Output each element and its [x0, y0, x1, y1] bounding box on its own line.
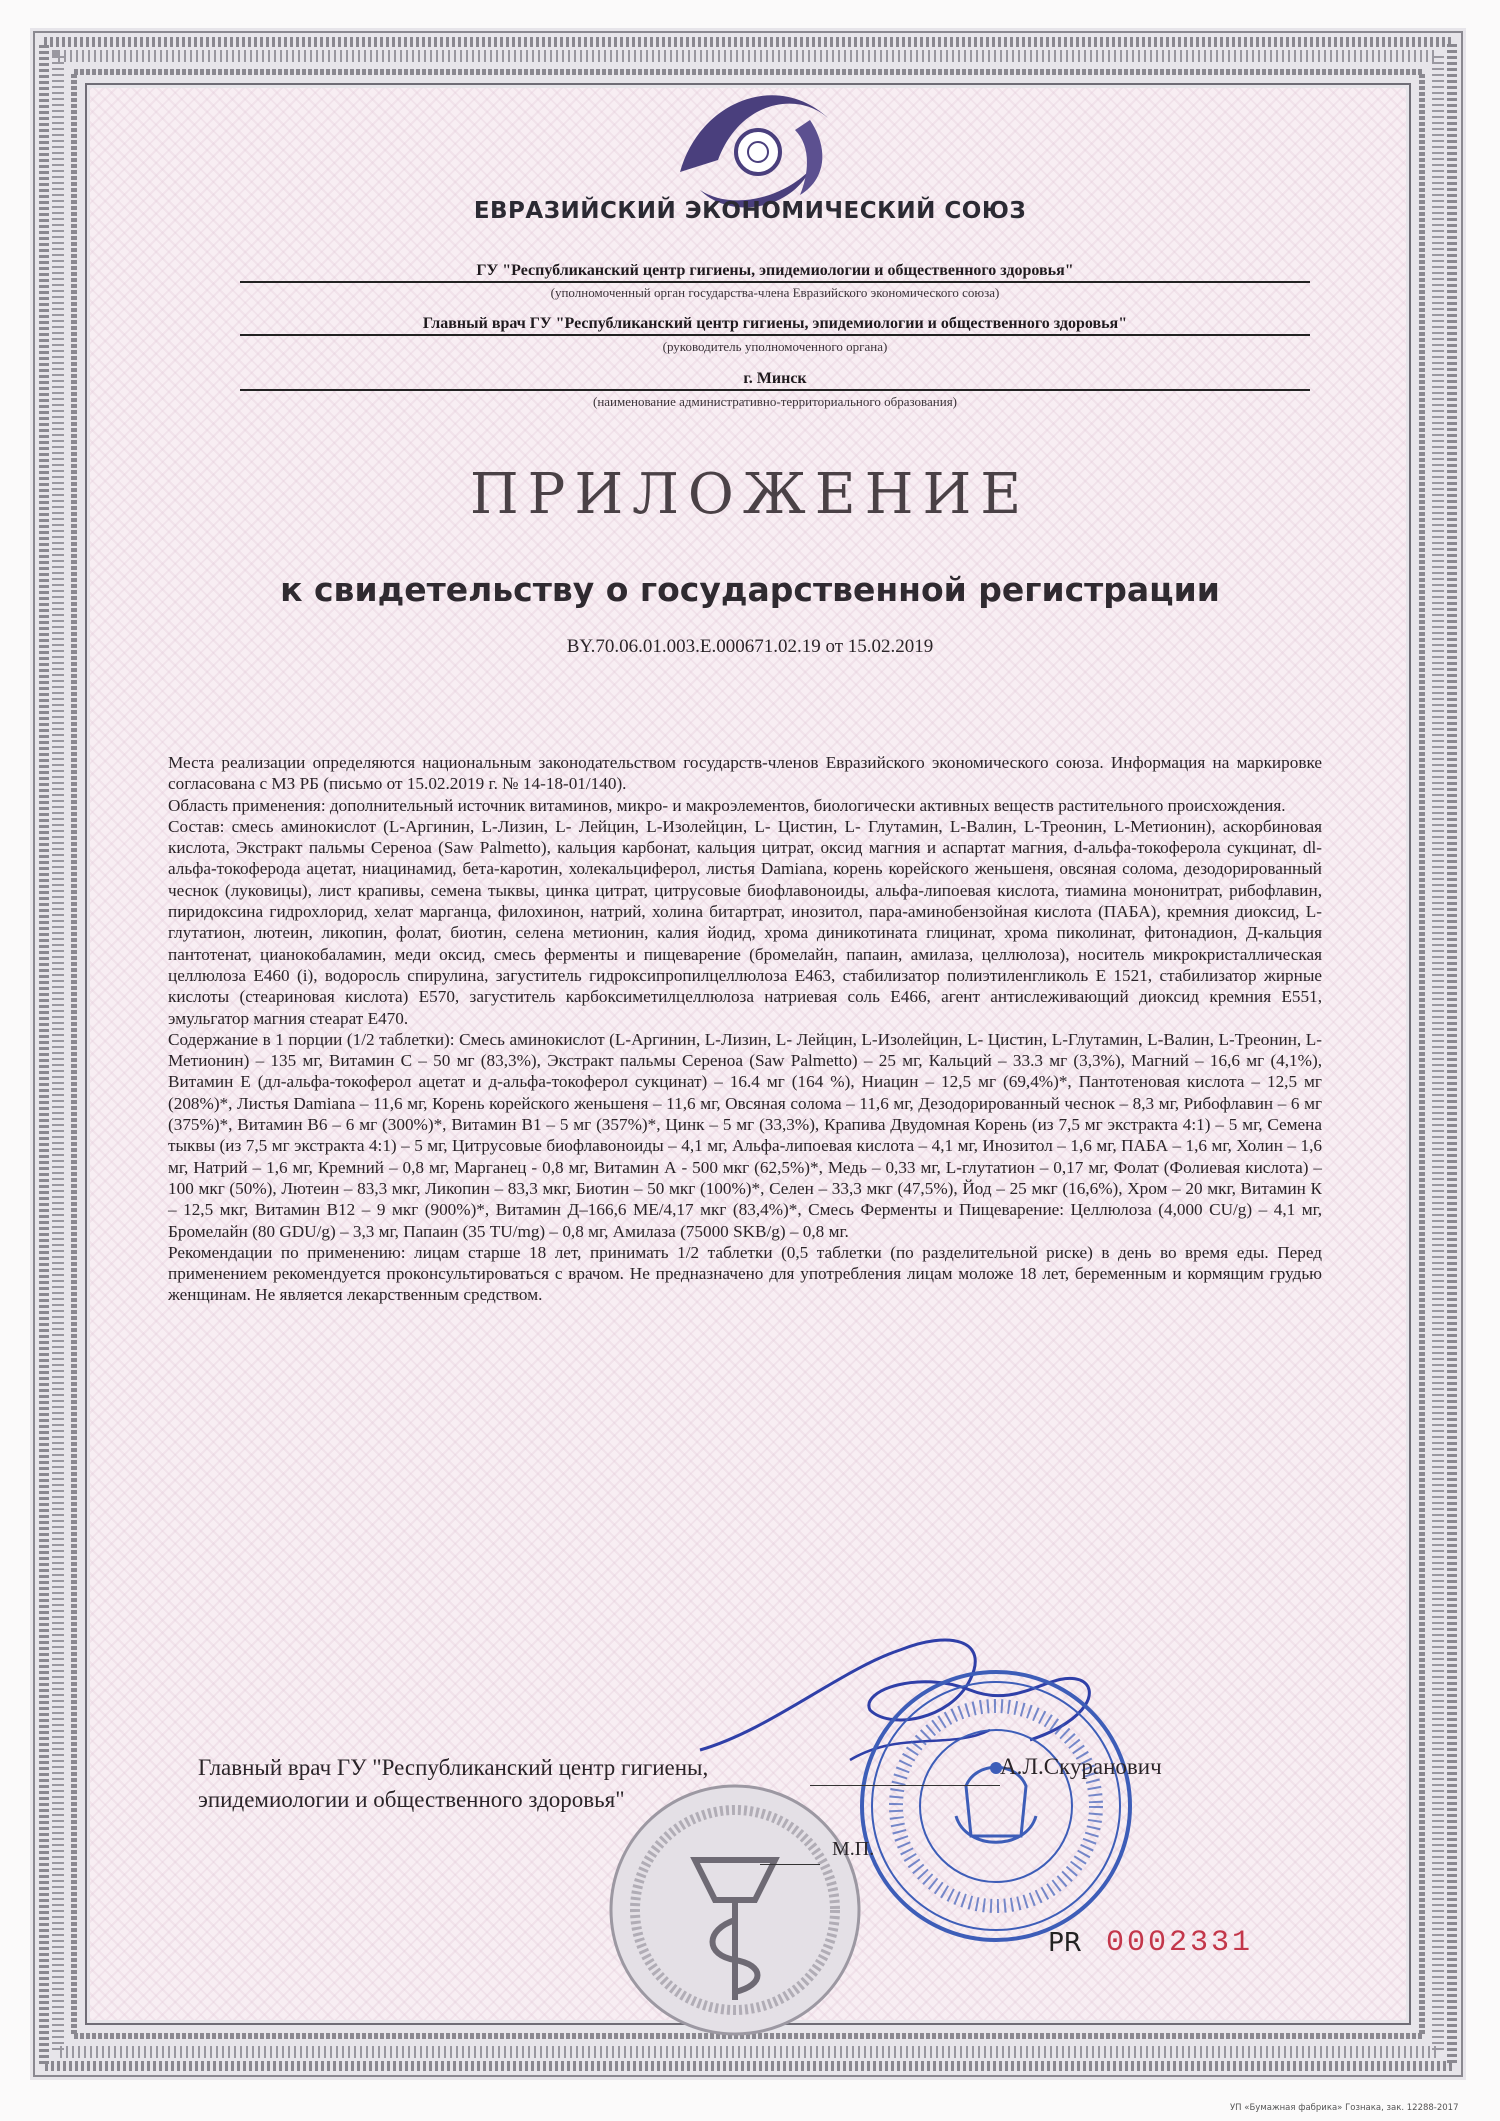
body-paragraph-composition: Состав: смесь аминокислот (L-Аргинин, L-Лизин, L- Лейцин, L-Изолейцин, L- Цистин, L- Глутамин, L-Валин, L-Треонин, L-Метионин), аскорбиновая кислота, Экстракт пальмы Сереноа (Saw Palmetto), кальция карбонат, кальция цитрат, оксид магния и аспартат магния, d-альфа-токоферола сукцинат, dl-альфа-токоферода ацетат, ниацинамид, бета-каротин, холекальциферол, листья Damiana, корень корейского женьшеня, овсяная солома, дезодорированный чеснок (луковицы), лист крапивы, семена тыквы, цинка цитрат, цитрусовые биофлавоноиды, альфа-липоевая кислота, тиамина мононитрат, рибофлавин, пиридоксина гидрохлорид, хелат марганца, филохинон, натрий, холина битартрат, инозитол, пара-аминобензойная кислота (ПАБА), кремния диоксид, L-глутатион, лютеин, ликопин, фолат, биотин, селена метионин, калия йодид, хрома диникотината глицинат, хрома пиколинат, фитонадион, Д-кальция пантотенат, цианокобаламин, меди оксид, смесь ферменты и пищеварение (бромелайн, папаин, амилаза, целлюлоза), носитель микрокристаллическая целлюлоза Е460 (i), водоросль спирулина, загуститель гидроксипропилцеллюлоза Е463, стабилизатор полиэтиленгликоль Е 1521, стабилизатор жирные кислоты (стеариновая кислота) Е570, загуститель карбоксиметилцеллюлоза натриевая соль Е466, агент антислеживающий диоксид кремния Е551, эмульгатор магния стеарат Е470.	[168, 816, 1322, 1028]
authority-city: г. Минск	[240, 370, 1310, 391]
authority-head-hint: (руководитель уполномоченного органа)	[662, 339, 888, 354]
body-paragraph-content: Содержание в 1 порции (1/2 таблетки): Смесь аминокислот (L-Аргинин, L-Лизин, L- Лейцин, L-Изолейцин, L- Цистин, L-Глутамин, L-Валин, L-Треонин, L-Метионин) – 135 мг, Витамин С – 50 мг (83,3%), Экстракт пальмы Сереноа (Saw Palmetto) – 25 мг, Кальций – 33.3 мг (3,3%), Магний – 16,6 мг (4,1%), Витамин Е (дл-альфа-токоферол ацетат и д-альфа-токоферол сукцинат) – 16.4 мг (164 %), Ниацин – 12,5 мг (69,4%)*, Пантотеновая кислота – 12,5 мг (208%)*, Листья Damiana – 11,6 мг, Корень корейского женьшеня – 11,6 мг, Овсяная солома – 11,6 мг, Дезодорированный чеснок – 8,3 мг, Рибофлавин – 6 мг (375%)*, Витамин В6 – 6 мг (300%)*, Витамин В1 – 5 мг (357%)*, Цинк – 5 мг (33,3%), Крапива Двудомная Корень (из 7,5 мг экстракта 4:1) – 5 мг, Семена тыквы (из 7,5 мг экстракта 4:1) – 5 мг, Цитрусовые биофлавоноиды – 4,1 мг, Альфа-липоевая кислота – 4,1 мг, Инозитол – 1,6 мг, ПАБА – 1,6 мг, Холин – 1,6 мг, Натрий – 1,6 мг, Кремний – 0,8 мг, Марганец - 0,8 мг, Витамин А - 500 мкг (62,5%)*, Медь – 0,33 мг, L-глутатион – 0,17 мг, Фолат (Фолиевая кислота) – 100 мкг (50%), Лютеин – 83,3 мкг, Ликопин – 83,3 мкг, Биотин – 50 мкг (100%)*, Селен – 33,3 мкг (47,5%), Йод – 25 мкг (16,6%), Хром – 20 мкг, Витамин К – 12,5 мкг, Витамин В12 – 9 мкг (900%)*, Витамин Д–166,6 МЕ/4,17 мкг (83,4%)*, Смесь Ферменты и Пищеварение: Целлюлоза (4,000 CU/g) – 4,1 мг, Бромелайн (80 GDU/g) – 3,3 мг, Папаин (35 TU/mg) – 0,8 мг, Амилаза (75000 SKB/g) – 0,8 мг.	[168, 1029, 1322, 1241]
authority-organ-hint: (уполномоченный орган государства-члена Евразийского экономического союза)	[550, 285, 1000, 300]
printer-note: УП «Бумажная фабрика» Гознака, зак. 12288-2017	[1230, 2103, 1459, 2113]
union-name: ЕВРАЗИЙСКИЙ ЭКОНОМИЧЕСКИЙ СОЮЗ	[473, 198, 1027, 224]
signer-title: Главный врач ГУ "Республиканский центр гигиены, эпидемиологии и общественного здоровья"	[198, 1755, 709, 1812]
signature-line	[810, 1785, 1000, 1786]
serial-prefix: PR	[1048, 1928, 1082, 1958]
stamp-place-label: М.П.	[832, 1838, 875, 1860]
document-body	[168, 752, 1322, 1306]
official-seal-icon	[856, 1666, 1136, 1946]
body-paragraph-sales: Места реализации определяются национальным законодательством государств-членов Евразийского экономического союза. Информация на маркировке согласована с МЗ РБ (письмо от 15.02.2019 г. № 14-18-01/140).	[168, 753, 1322, 794]
document-title: ПРИЛОЖЕНИЕ	[469, 462, 1031, 527]
authority-head: Главный врач ГУ "Республиканский центр гигиены, эпидемиологии и общественного здоровья"	[240, 315, 1310, 336]
signer-name: А.Л.Скуранович	[1000, 1754, 1162, 1779]
body-paragraph-scope: Область применения: дополнительный источник витаминов, микро- и макроэлементов, биологически активных веществ растительного происхождения.	[168, 795, 1286, 815]
serial-number: 0002331	[1106, 1926, 1254, 1960]
authority-organ: ГУ "Республиканский центр гигиены, эпидемиологии и общественного здоровья"	[240, 262, 1310, 283]
registration-number: BY.70.06.01.003.E.000671.02.19 от 15.02.2019	[566, 636, 934, 657]
stamp-place-line	[760, 1864, 820, 1865]
authority-city-hint: (наименование административно-территориального образования)	[592, 394, 958, 409]
document-subtitle: к свидетельству о государственной регистрации	[280, 570, 1220, 609]
body-paragraph-recommendations: Рекомендации по применению: лицам старше 18 лет, принимать 1/2 таблетки (0,5 таблетки (по разделительной риске) в день во время еды. Перед применением рекомендуется проконсультироваться с врачом. Не предназначено для употребления лицам моложе 18 лет, беременным и кормящим грудью женщинам. Не является лекарственным средством.	[168, 1242, 1322, 1305]
